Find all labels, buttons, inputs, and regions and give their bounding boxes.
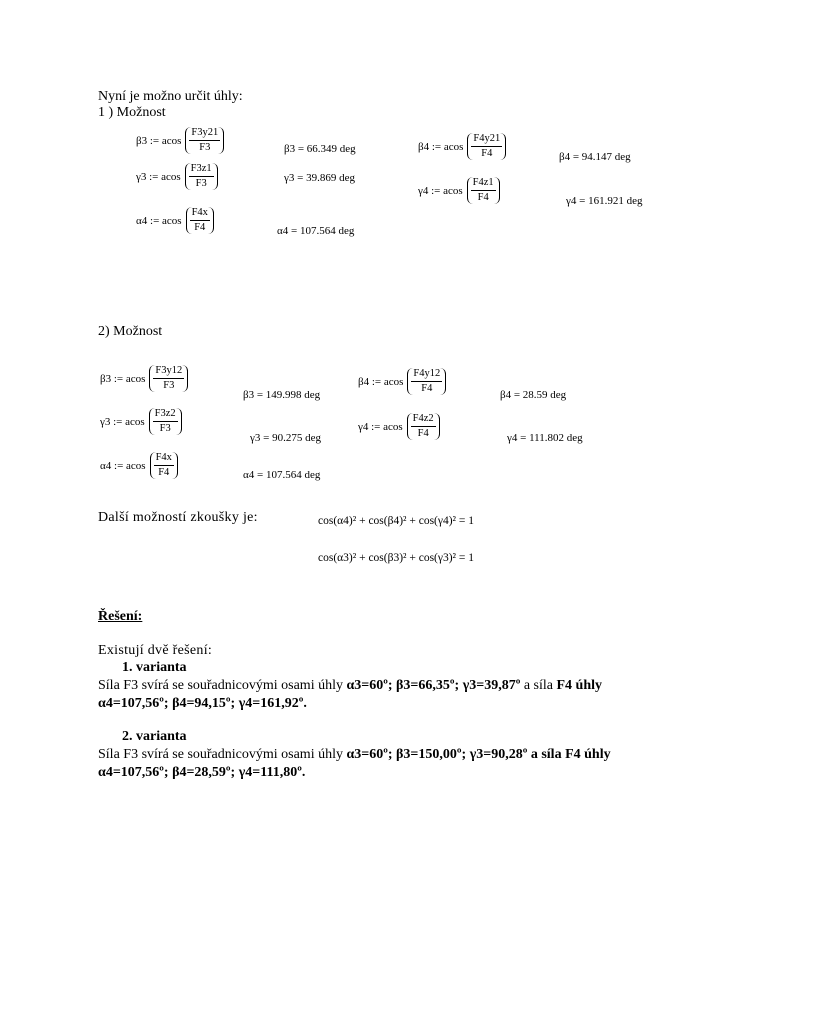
m1-gamma4-result: γ4 = 161.921 deg [566,195,643,207]
fraction-denominator: F4 [477,192,489,203]
fraction-numerator: F4z2 [411,413,436,427]
check-label: Další možností zkoušky je: [98,510,258,525]
formula-lhs: β3 := acos [100,372,146,385]
m1-alpha4-formula [136,207,214,234]
variant-2-title: 2. varianta [122,729,187,744]
formula-lhs: β4 := acos [358,375,404,388]
solution-intro: Existují dvě řešení: [98,643,213,658]
intro-line-2: 1 ) Možnost [98,105,166,120]
m1-beta4-result: β4 = 94.147 deg [559,151,631,163]
m1-gamma4-formula [418,177,500,204]
variant-1-text: Síla F3 svírá se souřadnicovými osami úhly [98,678,347,693]
formula-lhs: β3 := acos [136,134,182,147]
m2-gamma4-formula [358,413,440,440]
fraction-numerator: F4z1 [471,177,496,191]
variant-1-f4: F4 úhly [556,678,603,693]
formula-lhs: β4 := acos [418,140,464,153]
formula-lhs: α4 := acos [136,214,182,227]
formula-lhs: γ3 := acos [136,170,181,183]
variant-1-line-2: α4=107,56º; β4=94,15º; γ4=161,92º. [98,696,307,711]
fraction-denominator: F4 [194,222,206,233]
fraction-numerator: F4y12 [411,368,442,382]
fraction-denominator: F3 [159,423,171,434]
fraction-numerator: F3z1 [189,163,214,177]
fraction-numerator: F3y12 [153,365,184,379]
fraction-denominator: F4 [421,383,433,394]
variant-1-line-1 [98,677,602,694]
m2-beta3-formula [100,365,188,392]
m2-alpha4-formula [100,452,178,479]
m2-alpha4-result: α4 = 107.564 deg [243,469,321,481]
m2-title: 2) Možnost [98,324,163,339]
m2-beta4-formula [358,368,446,395]
m1-gamma3-result: γ3 = 39.869 deg [284,172,355,184]
fraction-numerator: F4y21 [471,133,502,147]
fraction-numerator: F3z2 [153,408,178,422]
variant-2-angles-f3: α3=60º; β3=150,00º; γ3=90,28º a síla F4 úhly [346,747,611,762]
m2-gamma3-result: γ3 = 90.275 deg [250,432,321,444]
fraction-denominator: F4 [158,467,170,478]
m1-beta3-result: β3 = 66.349 deg [284,143,356,155]
m1-beta3-formula [136,127,224,154]
fraction-numerator: F3y21 [189,127,220,141]
fraction-denominator: F3 [195,178,207,189]
variant-2-text: Síla F3 svírá se souřadnicovými osami úhly [98,747,347,762]
fraction-numerator: F4x [154,452,174,466]
check-equation-1: cos(α4)² + cos(β4)² + cos(γ4)² = 1 [318,515,474,527]
variant-1-angles-f3: α3=60º; β3=66,35º; γ3=39,87º [346,678,521,693]
fraction-denominator: F4 [417,428,429,439]
m1-alpha4-result: α4 = 107.564 deg [277,225,355,237]
formula-lhs: α4 := acos [100,459,146,472]
fraction-denominator: F3 [163,380,175,391]
variant-2-line-2: α4=107,56º; β4=28,59º; γ4=111,80º. [98,765,306,780]
m1-beta4-formula [418,133,506,160]
formula-lhs: γ4 := acos [358,420,403,433]
m2-beta3-result: β3 = 149.998 deg [243,389,321,401]
fraction-denominator: F3 [199,142,211,153]
check-equation-2: cos(α3)² + cos(β3)² + cos(γ3)² = 1 [318,552,474,564]
m2-gamma3-formula [100,408,182,435]
variant-2-line-1 [98,746,611,763]
m1-gamma3-formula [136,163,218,190]
variant-1-title: 1. varianta [122,660,187,675]
m2-beta4-result: β4 = 28.59 deg [500,389,567,401]
fraction-numerator: F4x [190,207,210,221]
solution-heading: Řešení: [98,609,143,624]
fraction-denominator: F4 [481,148,493,159]
m2-gamma4-result: γ4 = 111.802 deg [507,432,583,444]
formula-lhs: γ4 := acos [418,184,463,197]
intro-line-1: Nyní je možno určit úhly: [98,89,243,104]
formula-lhs: γ3 := acos [100,415,145,428]
variant-1-mid: a síla [520,678,557,693]
